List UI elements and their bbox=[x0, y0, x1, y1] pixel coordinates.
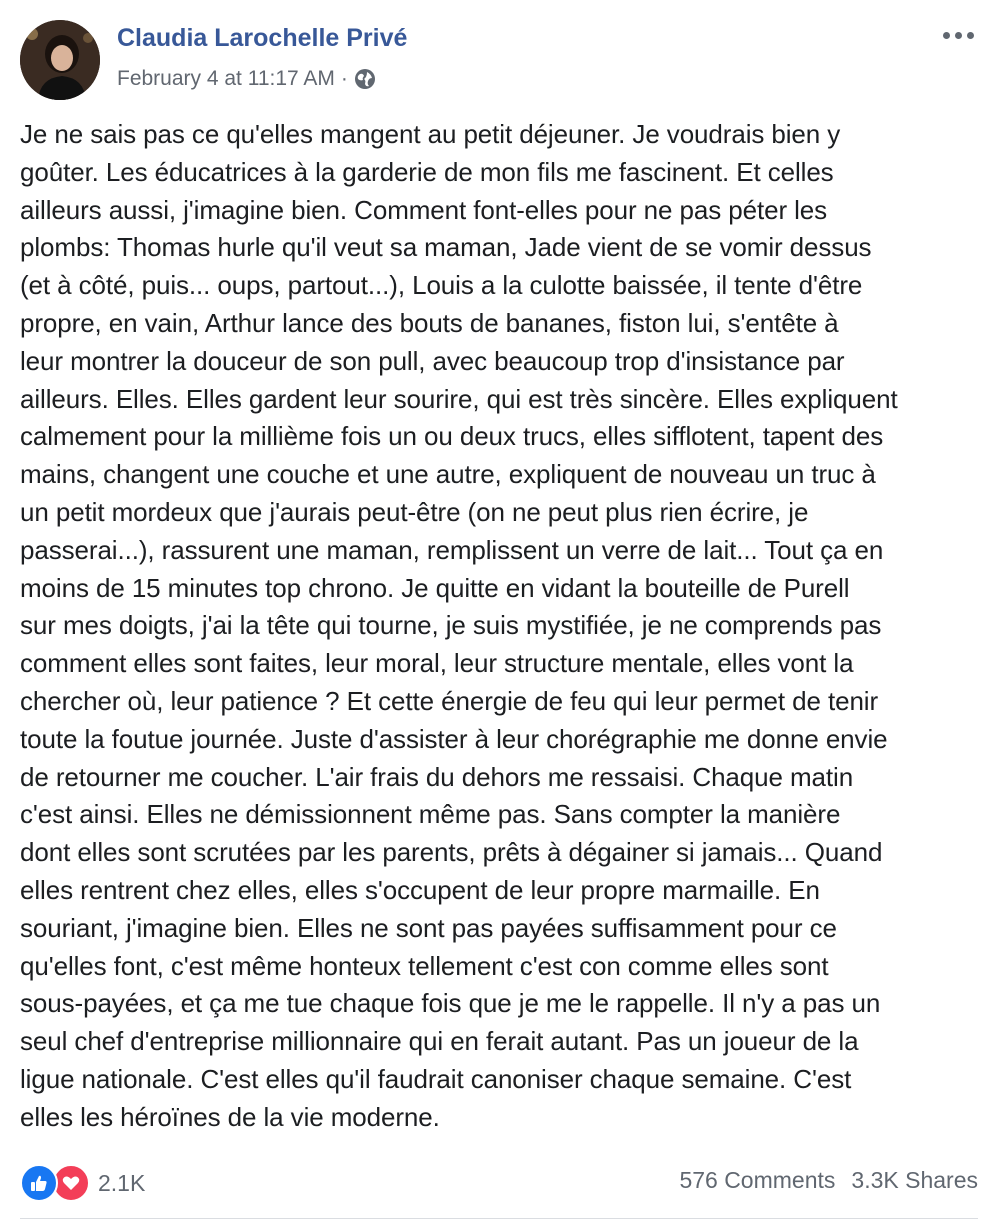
like-icon bbox=[20, 1164, 58, 1202]
shares-count-link[interactable]: 3.3K Shares bbox=[851, 1167, 978, 1193]
engagement-counts bbox=[679, 1167, 978, 1194]
author-name[interactable]: Claudia Larochelle Privé bbox=[117, 24, 408, 52]
reaction-count: 2.1K bbox=[98, 1169, 146, 1196]
post-header bbox=[20, 20, 978, 100]
comments-count-link[interactable]: 576 Comments bbox=[679, 1167, 836, 1193]
meta-separator: · bbox=[340, 67, 348, 90]
post-footer bbox=[20, 1160, 978, 1204]
post-timestamp[interactable]: February 4 at 11:17 AM bbox=[117, 67, 335, 90]
globe-icon[interactable] bbox=[354, 68, 376, 90]
footer-divider bbox=[20, 1218, 978, 1219]
more-options-icon[interactable] bbox=[938, 20, 978, 50]
post-meta bbox=[117, 67, 376, 91]
reactions-summary[interactable] bbox=[20, 1164, 145, 1202]
post-text: Je ne sais pas ce qu'elles mangent au petit déjeuner. Je voudrais bien y goûter. Les éducatrices à la garderie de mon fils me fascinent. Et celles ailleurs aussi, j'imagine bien. Comment font-elles pour ne pas péter les plombs: Thomas hurle qu'il veut sa maman, Jade vient de se vomir dessus (et à côté, puis... oups, partout...), Louis a la culotte baissée, il tente d'être propre, en vain, Arthur lance des bouts de bananes, fiston lui, s'entête à leur montrer la douceur de son pull, avec beaucoup trop d'insistance par ailleurs. Elles. Elles gardent leur sourire, qui est très sincère. Elles expliquent calmement pour la millième fois un ou deux trucs, elles sifflotent, tapent des mains, changent une couche et une autre, expliquent de nouveau un truc à un petit mordeux que j'aurais peut-être (on ne peut plus rien écrire, je passerai...), rassurent une maman, remplissent un verre de lait... Tout ça en moins de 15 minutes top chrono. Je quitte en vidant la bouteille de Purell sur mes doigts, j'ai la tête qui tourne, je suis mystifiée, je ne comprends pas comment elles sont faites, leur moral, leur structure mentale, elles vont la chercher où, leur patience ? Et cette énergie de feu qui leur permet de tenir toute la foutue journée. Juste d'assister à leur chorégraphie me donne envie de retourner me coucher. L'air frais du dehors me ressaisi. Chaque matin c'est ainsi. Elles ne démissionnent même pas. Sans compter la manière dont elles sont scrutées par les parents, prêts à dégainer si jamais... Quand elles rentrent chez elles, elles s'occupent de leur propre marmaille. En souriant, j'imagine bien. Elles ne sont pas payées suffisamment pour ce qu'elles font, c'est même honteux tellement c'est con comme elles sont sous-payées, et ça me tue chaque fois que je me le rappelle. Il n'y a pas un seul chef d'entreprise millionnaire qui en ferait autant. Pas un joueur de la ligue nationale. C'est elles qu'il faudrait canoniser chaque semaine. C'est elles les héroïnes de la vie moderne. bbox=[20, 119, 898, 1132]
avatar[interactable] bbox=[20, 20, 100, 100]
